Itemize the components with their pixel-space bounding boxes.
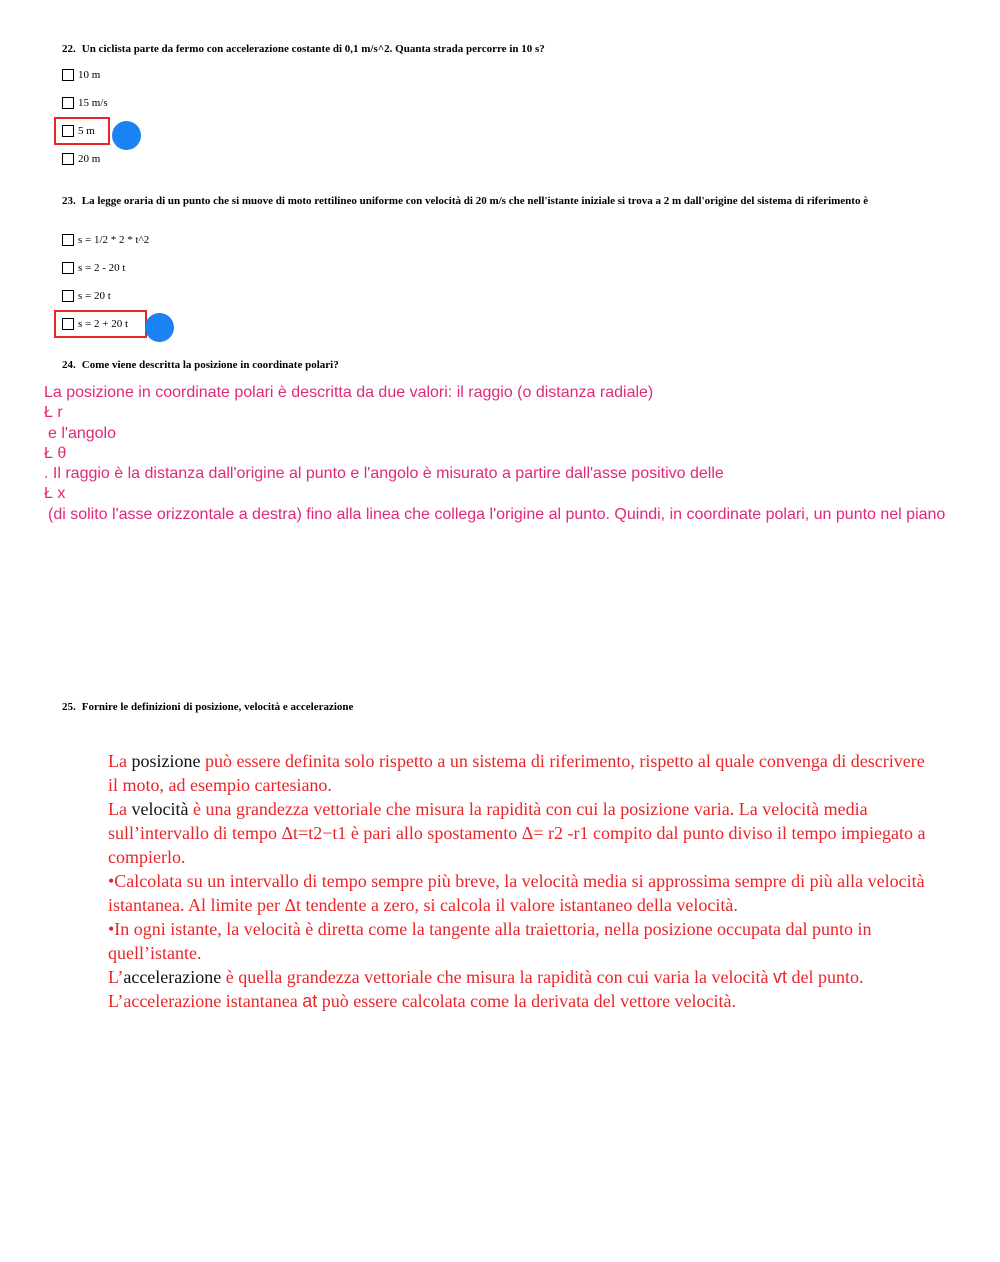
checkbox[interactable] [62,290,74,302]
option-label: 5 m [78,125,95,137]
term-posizione: posizione [131,751,201,771]
answer-paragraph [108,965,928,1013]
checkbox[interactable] [62,262,74,274]
q22-option-4[interactable] [62,151,100,167]
option-label: s = 2 - 20 t [78,262,126,274]
answer-paragraph [108,797,928,869]
option-label: s = 20 t [78,290,111,302]
selected-answer-frame [54,117,110,145]
question-25-title [62,701,353,714]
answer-paragraph: •Calcolata su un intervallo di tempo sempre più breve, la velocità media si approssima sempre di più alla velocità istantanea. Al limite per Δt tendente a zero, si calcola il valore istantaneo della velocità. [108,871,925,915]
option-label: s = 1/2 * 2 * t^2 [78,234,150,246]
option-label: s = 2 + 20 t [78,318,128,330]
checkbox[interactable] [62,153,74,165]
text-run: L’ [108,967,124,987]
text-run: può essere definita solo rispetto a un sistema di riferimento, rispetto al quale convenga di descrivere il moto, ad esempio cartesiano. [108,751,925,795]
answer-marker-dot [145,313,174,342]
question-23-title [62,195,932,208]
answer-line: (di solito l'asse orizzontale a destra) fino alla linea che collega l'origine al punto. Quindi, in coordinate polari, un punto nel piano [48,505,946,523]
text-run: del punto. L’accelerazione istantanea [108,967,864,1011]
answer-line: Ł θ [44,444,67,462]
question-22-title [62,43,545,56]
answer-25-text [108,749,928,1013]
symbol-at: at [302,991,318,1011]
text-run: è quella grandezza vettoriale che misura la rapidità con cui varia la velocità [221,967,773,987]
checkbox[interactable] [62,69,74,81]
answer-line: Ł r [44,404,63,422]
question-number: 22. [62,43,76,55]
question-24-title [62,359,339,372]
option-label: 10 m [78,69,101,81]
text-run: può essere calcolata come la derivata del vettore velocità. [317,991,737,1011]
answer-paragraph: •In ogni istante, la velocità è diretta come la tangente alla traiettoria, nella posizione occupata dal punto in quell’istante. [108,919,872,963]
answer-line: La posizione in coordinate polari è descritta da due valori: il raggio (o distanza radiale) [44,384,654,401]
question-text: Un ciclista parte da fermo con accelerazione costante di 0,1 m/s^2. Quanta strada percorre in 10 s? [81,43,545,55]
text-run: La [108,751,132,771]
selected-answer-frame [54,310,147,338]
term-accelerazione: accelerazione [123,967,222,987]
question-number: 24. [62,359,76,371]
question-text: La legge oraria di un punto che si muove di moto rettilineo uniforme con velocità di 20 m/s che nell'istante iniziale si trova a 2 m dall'origine del sistema di riferimento è [81,195,869,207]
question-number: 23. [62,195,76,207]
question-text: Come viene descritta la posizione in coordinate polari? [81,359,339,371]
option-label: 15 m/s [78,97,108,109]
answer-paragraph [108,749,928,797]
q23-option-3[interactable] [62,288,111,304]
answer-line: e l'angolo [48,424,116,442]
text-run: è una grandezza vettoriale che misura la rapidità con cui la posizione varia. La velocità media sull’intervallo di tempo Δt=t2−t1 è pari allo spostamento Δ= r2 -r1 compito dal punto diviso il tempo impiegato a compierlo. [108,799,926,867]
answer-24-text [44,383,1000,523]
answer-line: . Il raggio è la distanza dall'origine al punto e l'angolo è misurato a partire dall'asse positivo delle [44,465,724,483]
checkbox[interactable] [62,97,74,109]
q22-option-2[interactable] [62,95,108,111]
option-label: 20 m [78,153,101,165]
symbol-vt: vt [773,967,788,987]
q23-option-1[interactable] [62,232,149,248]
text-run: La [108,799,132,819]
q23-option-2[interactable] [62,260,125,276]
question-number: 25. [62,701,76,713]
checkbox[interactable] [62,234,74,246]
term-velocita: velocità [131,799,189,819]
answer-marker-dot [112,121,141,150]
question-text: Fornire le definizioni di posizione, velocità e accelerazione [81,701,354,713]
answer-line: Ł x [44,485,66,503]
q22-option-1[interactable] [62,67,100,83]
